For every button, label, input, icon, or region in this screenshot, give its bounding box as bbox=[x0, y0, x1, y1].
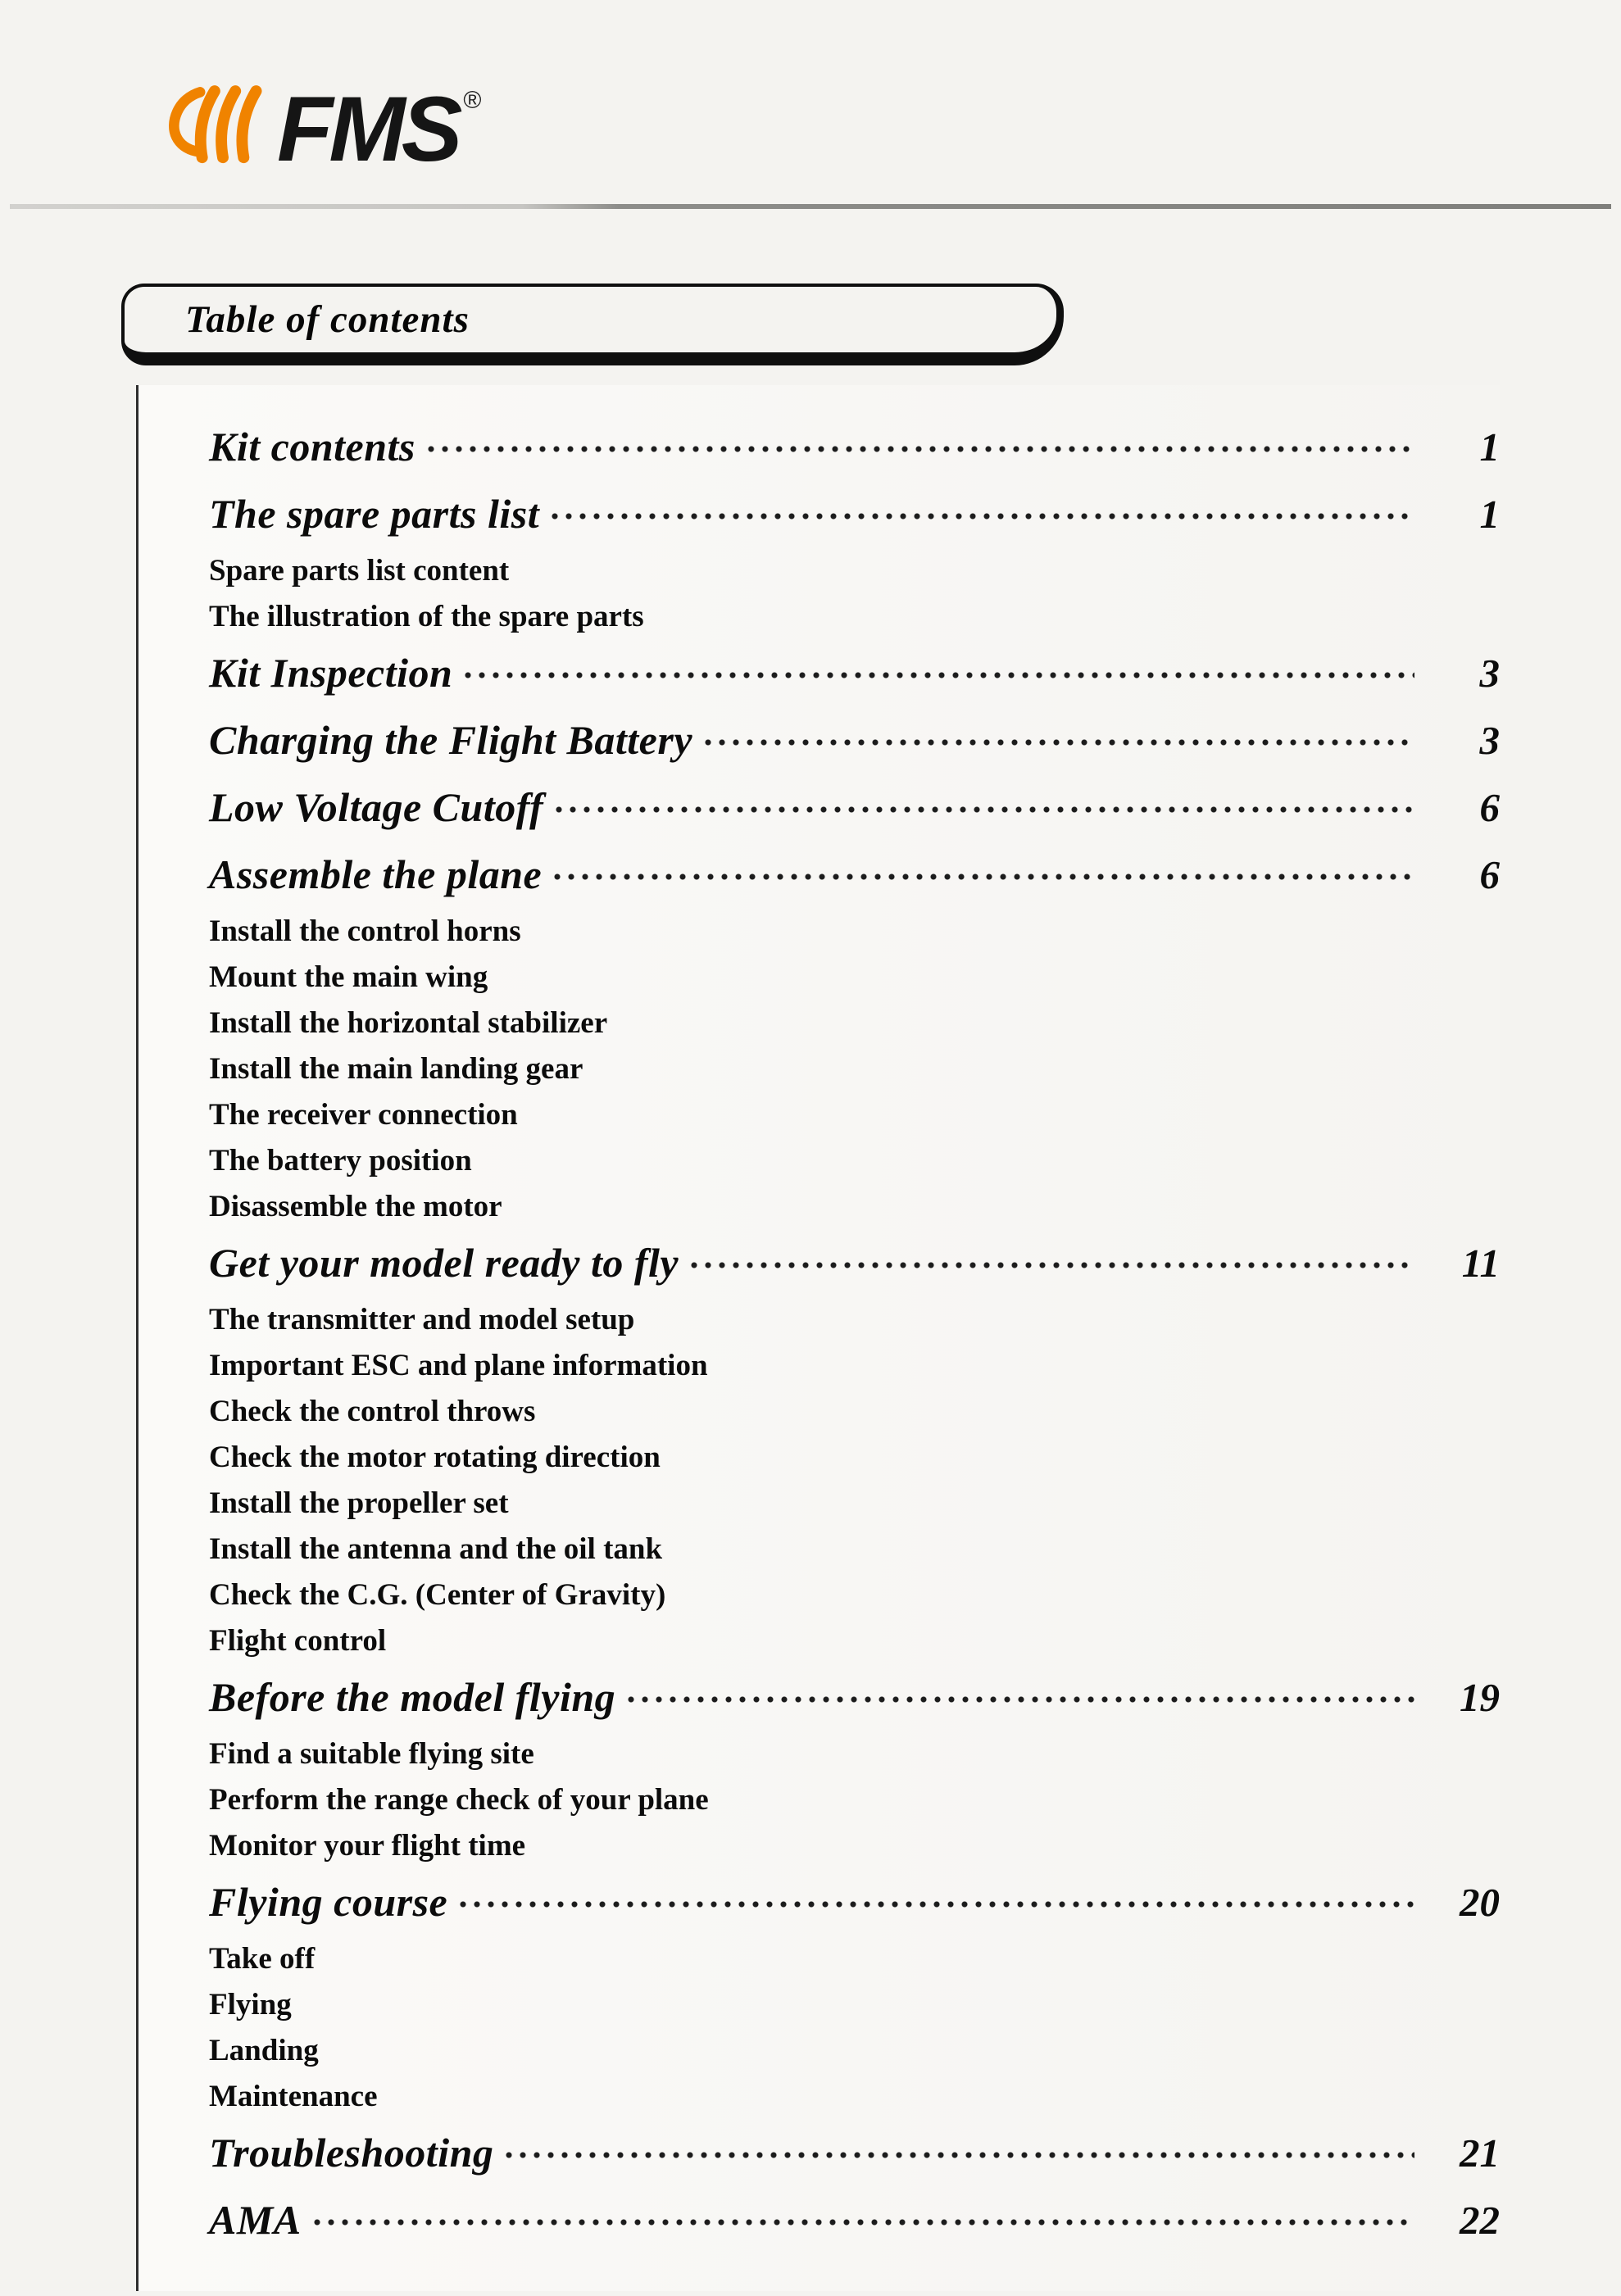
toc-entry bbox=[209, 1000, 1500, 1046]
toc-entry bbox=[209, 1229, 1500, 1296]
toc-entry bbox=[209, 480, 1500, 547]
toc-entry bbox=[209, 1296, 1500, 1342]
toc-entry-label: The spare parts list bbox=[209, 491, 540, 537]
header-divider bbox=[10, 204, 1611, 209]
toc-entry-label: Check the control throws bbox=[209, 1394, 536, 1428]
toc-entry bbox=[209, 1046, 1500, 1091]
toc-entry bbox=[209, 1434, 1500, 1480]
toc-entry bbox=[209, 593, 1500, 639]
toc-entry-label: Flying course bbox=[209, 1879, 448, 1925]
toc-entry-label: Install the control horns bbox=[209, 914, 521, 948]
toc-entry-label: Kit Inspection bbox=[209, 650, 453, 696]
fms-logo-swoosh-icon bbox=[161, 82, 285, 177]
toc-leader-dots bbox=[427, 445, 1414, 453]
toc-entry-label: Disassemble the motor bbox=[209, 1189, 502, 1223]
toc-entry-label: Find a suitable flying site bbox=[209, 1736, 534, 1771]
toc-leader-dots bbox=[555, 805, 1414, 814]
toc-entry-label: Take off bbox=[209, 1941, 316, 1976]
toc-list bbox=[136, 385, 1500, 2291]
toc-entry-label: Maintenance bbox=[209, 2079, 378, 2113]
toc-entry bbox=[209, 706, 1500, 774]
toc-entry-page: 22 bbox=[1460, 2197, 1500, 2243]
toc-entry bbox=[209, 1480, 1500, 1526]
toc-entry bbox=[209, 954, 1500, 1000]
toc-entry-page: 20 bbox=[1460, 1879, 1500, 1925]
brand-header bbox=[161, 78, 482, 180]
toc-entry-label: Mount the main wing bbox=[209, 960, 488, 994]
toc-entry bbox=[209, 1388, 1500, 1434]
toc-entry-page: 1 bbox=[1479, 424, 1500, 470]
toc-entry-label: Get your model ready to fly bbox=[209, 1240, 679, 1286]
toc-entry-label: Install the propeller set bbox=[209, 1486, 509, 1520]
toc-entry bbox=[209, 1776, 1500, 1822]
toc-entry-page: 1 bbox=[1479, 491, 1500, 537]
toc-leader-dots bbox=[704, 738, 1414, 746]
toc-entry-label: Flying bbox=[209, 1987, 292, 2021]
toc-entry bbox=[209, 639, 1500, 706]
toc-entry bbox=[209, 841, 1500, 908]
toc-entry-label: Kit contents bbox=[209, 424, 415, 470]
toc-entry bbox=[209, 1935, 1500, 1981]
toc-entry bbox=[209, 774, 1500, 841]
toc-entry-page: 19 bbox=[1460, 1674, 1500, 1720]
toc-entry-label: Flight control bbox=[209, 1623, 387, 1658]
toc-leader-dots bbox=[459, 1900, 1414, 1908]
toc-entry-label: The illustration of the spare parts bbox=[209, 599, 644, 633]
toc-entry-page: 3 bbox=[1479, 717, 1500, 763]
toc-title: Table of contents bbox=[185, 298, 470, 341]
toc-entry bbox=[209, 1183, 1500, 1229]
toc-leader-dots bbox=[505, 2151, 1414, 2159]
toc-entry bbox=[209, 1618, 1500, 1663]
toc-entry-label: Monitor your flight time bbox=[209, 1828, 526, 1863]
toc-entry-label: Important ESC and plane information bbox=[209, 1348, 708, 1382]
toc-entry-page: 6 bbox=[1479, 784, 1500, 830]
toc-entry-label: Perform the range check of your plane bbox=[209, 1782, 709, 1817]
toc-entry bbox=[209, 1731, 1500, 1776]
toc-leader-dots bbox=[690, 1261, 1414, 1269]
toc-entry-label: The battery position bbox=[209, 1143, 472, 1177]
toc-entry bbox=[209, 1822, 1500, 1868]
toc-entry bbox=[209, 413, 1500, 480]
toc-entry bbox=[209, 1137, 1500, 1183]
toc-entry bbox=[209, 1091, 1500, 1137]
toc-entry-label: Check the C.G. (Center of Gravity) bbox=[209, 1577, 666, 1612]
toc-entry-label: The receiver connection bbox=[209, 1097, 518, 1132]
toc-entry-label: AMA bbox=[209, 2197, 302, 2243]
toc-title-box bbox=[121, 284, 1064, 365]
toc-leader-dots bbox=[553, 873, 1414, 881]
toc-entry-label: The transmitter and model setup bbox=[209, 1302, 635, 1336]
toc-leader-dots bbox=[627, 1695, 1414, 1704]
toc-entry-label: Low Voltage Cutoff bbox=[209, 784, 544, 830]
toc-leader-dots bbox=[551, 512, 1414, 520]
toc-entry-page: 6 bbox=[1479, 851, 1500, 897]
toc-entry bbox=[209, 908, 1500, 954]
toc-entry-label: Landing bbox=[209, 2033, 319, 2067]
toc-entry bbox=[209, 1663, 1500, 1731]
toc-entry-label: Check the motor rotating direction bbox=[209, 1440, 661, 1474]
toc-entry-page: 11 bbox=[1461, 1240, 1500, 1286]
toc-entry-label: Install the antenna and the oil tank bbox=[209, 1531, 663, 1566]
toc-entry bbox=[209, 2027, 1500, 2073]
toc-entry-page: 21 bbox=[1460, 2130, 1500, 2176]
toc-entry-label: Install the horizontal stabilizer bbox=[209, 1005, 608, 1040]
registered-trademark-symbol: ® bbox=[463, 87, 482, 114]
toc-entry bbox=[209, 2073, 1500, 2119]
brand-logo-text: FMS bbox=[277, 78, 459, 180]
toc-entry bbox=[209, 1526, 1500, 1572]
toc-leader-dots bbox=[464, 671, 1414, 679]
toc-entry-label: Install the main landing gear bbox=[209, 1051, 583, 1086]
toc-entry-label: Assemble the plane bbox=[209, 851, 543, 897]
toc-entry bbox=[209, 1981, 1500, 2027]
toc-entry bbox=[209, 547, 1500, 593]
toc-entry bbox=[209, 2186, 1500, 2253]
toc-entry bbox=[209, 1868, 1500, 1935]
toc-entry bbox=[209, 1572, 1500, 1618]
toc-leader-dots bbox=[313, 2218, 1414, 2226]
toc-entry-label: Charging the Flight Battery bbox=[209, 717, 693, 763]
toc-entry bbox=[209, 2119, 1500, 2186]
toc-entry-page: 3 bbox=[1479, 650, 1500, 696]
toc-entry-label: Spare parts list content bbox=[209, 553, 510, 588]
toc-entry bbox=[209, 1342, 1500, 1388]
toc-entry-label: Before the model flying bbox=[209, 1674, 616, 1720]
toc-entry-label: Troubleshooting bbox=[209, 2130, 494, 2176]
